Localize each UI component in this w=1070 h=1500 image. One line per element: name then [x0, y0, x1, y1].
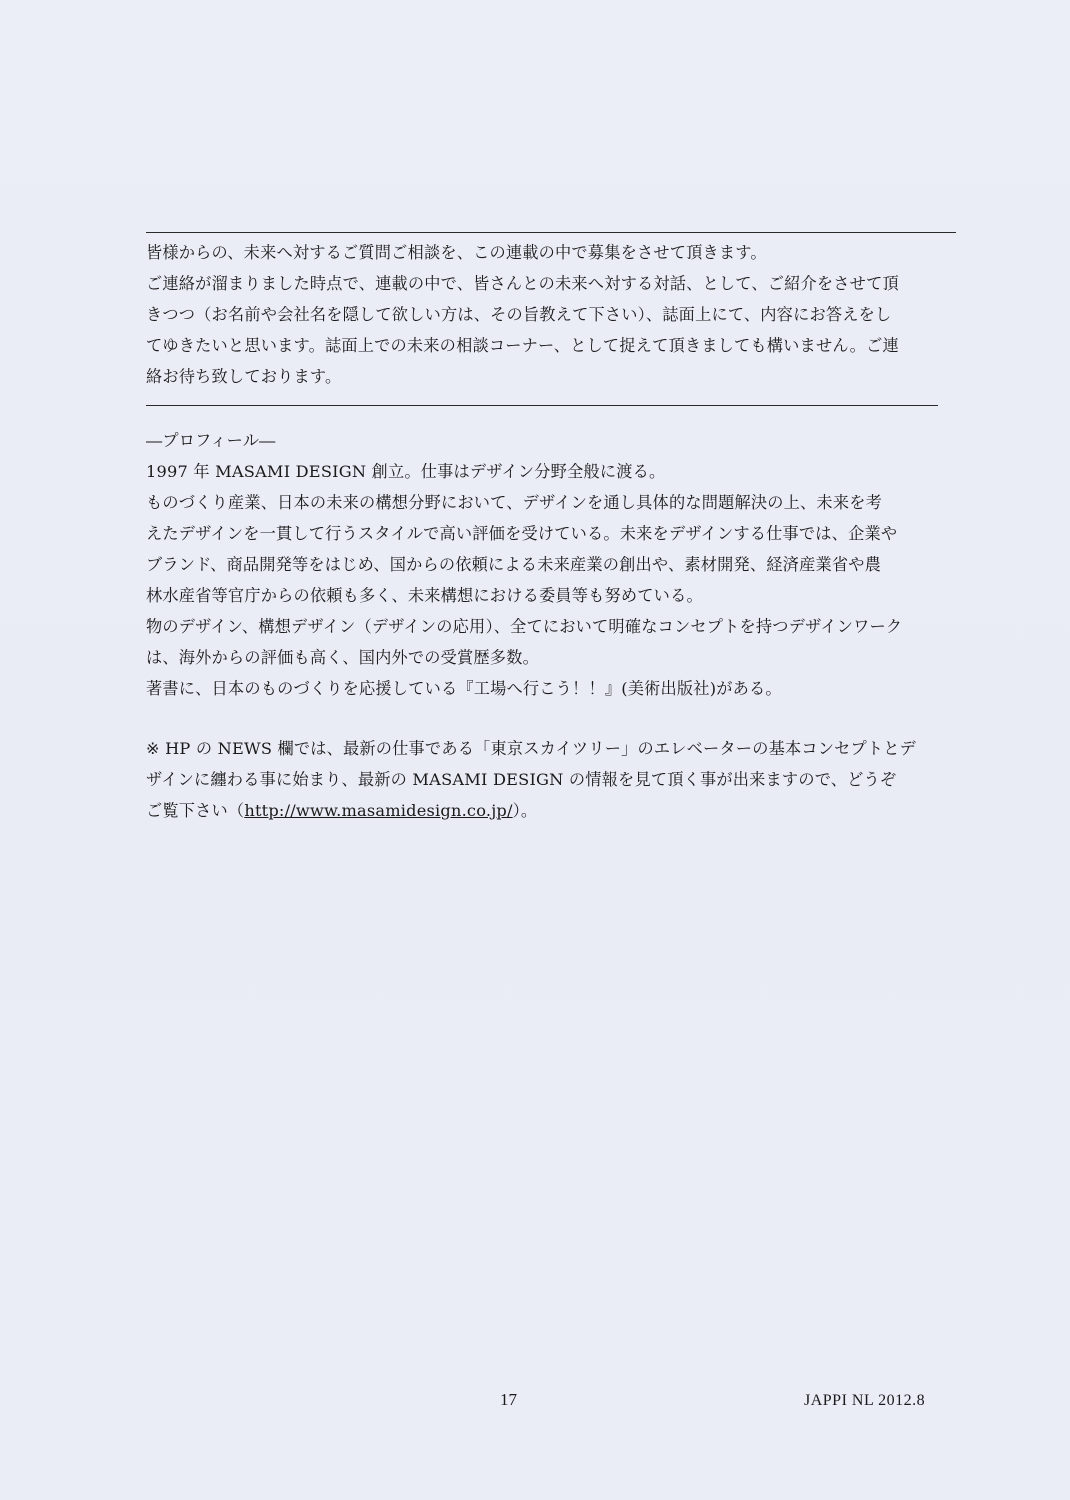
note-suffix: ）。	[512, 801, 538, 820]
middle-divider	[146, 405, 938, 406]
page-number: 17	[500, 1390, 517, 1409]
intro-line: 絡お待ち致しております。	[146, 367, 342, 386]
note-line: ※ HP の NEWS 欄では、最新の仕事である「東京スカイツリー」のエレベーターの基本コンセプトとデ	[146, 739, 917, 758]
intro-paragraph	[146, 237, 958, 392]
website-link[interactable]: http://www.masamidesign.co.jp/	[244, 801, 513, 820]
profile-line: ものづくり産業、日本の未来の構想分野において、デザインを通し具体的な問題解決の上、未来を考	[146, 493, 882, 512]
note-line	[146, 795, 958, 826]
intro-line: てゆきたいと思います。誌面上での未来の相談コーナー、として捉えて頂きましても構いません。ご連	[146, 336, 899, 355]
profile-heading: ―プロフィール―	[146, 431, 276, 450]
homepage-note	[146, 733, 958, 826]
profile-line: えたデザインを一貫して行うスタイルで高い評価を受けている。未来をデザインする仕事では、企業や	[146, 524, 898, 543]
intro-line: ご連絡が溜まりました時点で、連載の中で、皆さんとの未来へ対する対話、として、ご紹介をさせて頂	[146, 274, 899, 293]
intro-line: きつつ（お名前や会社名を隠して欲しい方は、その旨教えて下さい）、誌面上にて、内容にお答えをし	[146, 305, 892, 324]
profile-line: ブランド、商品開発等をはじめ、国からの依頼による未来産業の創出や、素材開発、経済産業省や農	[146, 555, 882, 574]
issue-label: JAPPI NL 2012.8	[804, 1392, 926, 1409]
profile-line: 著書に、日本のものづくりを応援している『工場へ行こう！！』(美術出版社)がある。	[146, 679, 782, 698]
profile-line: 1997 年 MASAMI DESIGN 創立。仕事はデザイン分野全般に渡る。	[146, 462, 666, 481]
profile-section	[146, 425, 958, 704]
profile-line: は、海外からの評価も高く、国内外での受賞歴多数。	[146, 648, 539, 667]
note-line: ザインに纏わる事に始まり、最新の MASAMI DESIGN の情報を見て頂く事が出来ますので、どうぞ	[146, 770, 897, 789]
intro-line: 皆様からの、未来へ対するご質問ご相談を、この連載の中で募集をさせて頂きます。	[146, 243, 767, 262]
note-prefix: ご覧下さい（	[146, 801, 245, 820]
profile-line: 林水産省等官庁からの依頼も多く、未来構想における委員等も努めている。	[146, 586, 703, 605]
profile-line: 物のデザイン、構想デザイン（デザインの応用）、全てにおいて明確なコンセプトを持つデザインワーク	[146, 617, 903, 636]
top-divider	[146, 232, 956, 233]
